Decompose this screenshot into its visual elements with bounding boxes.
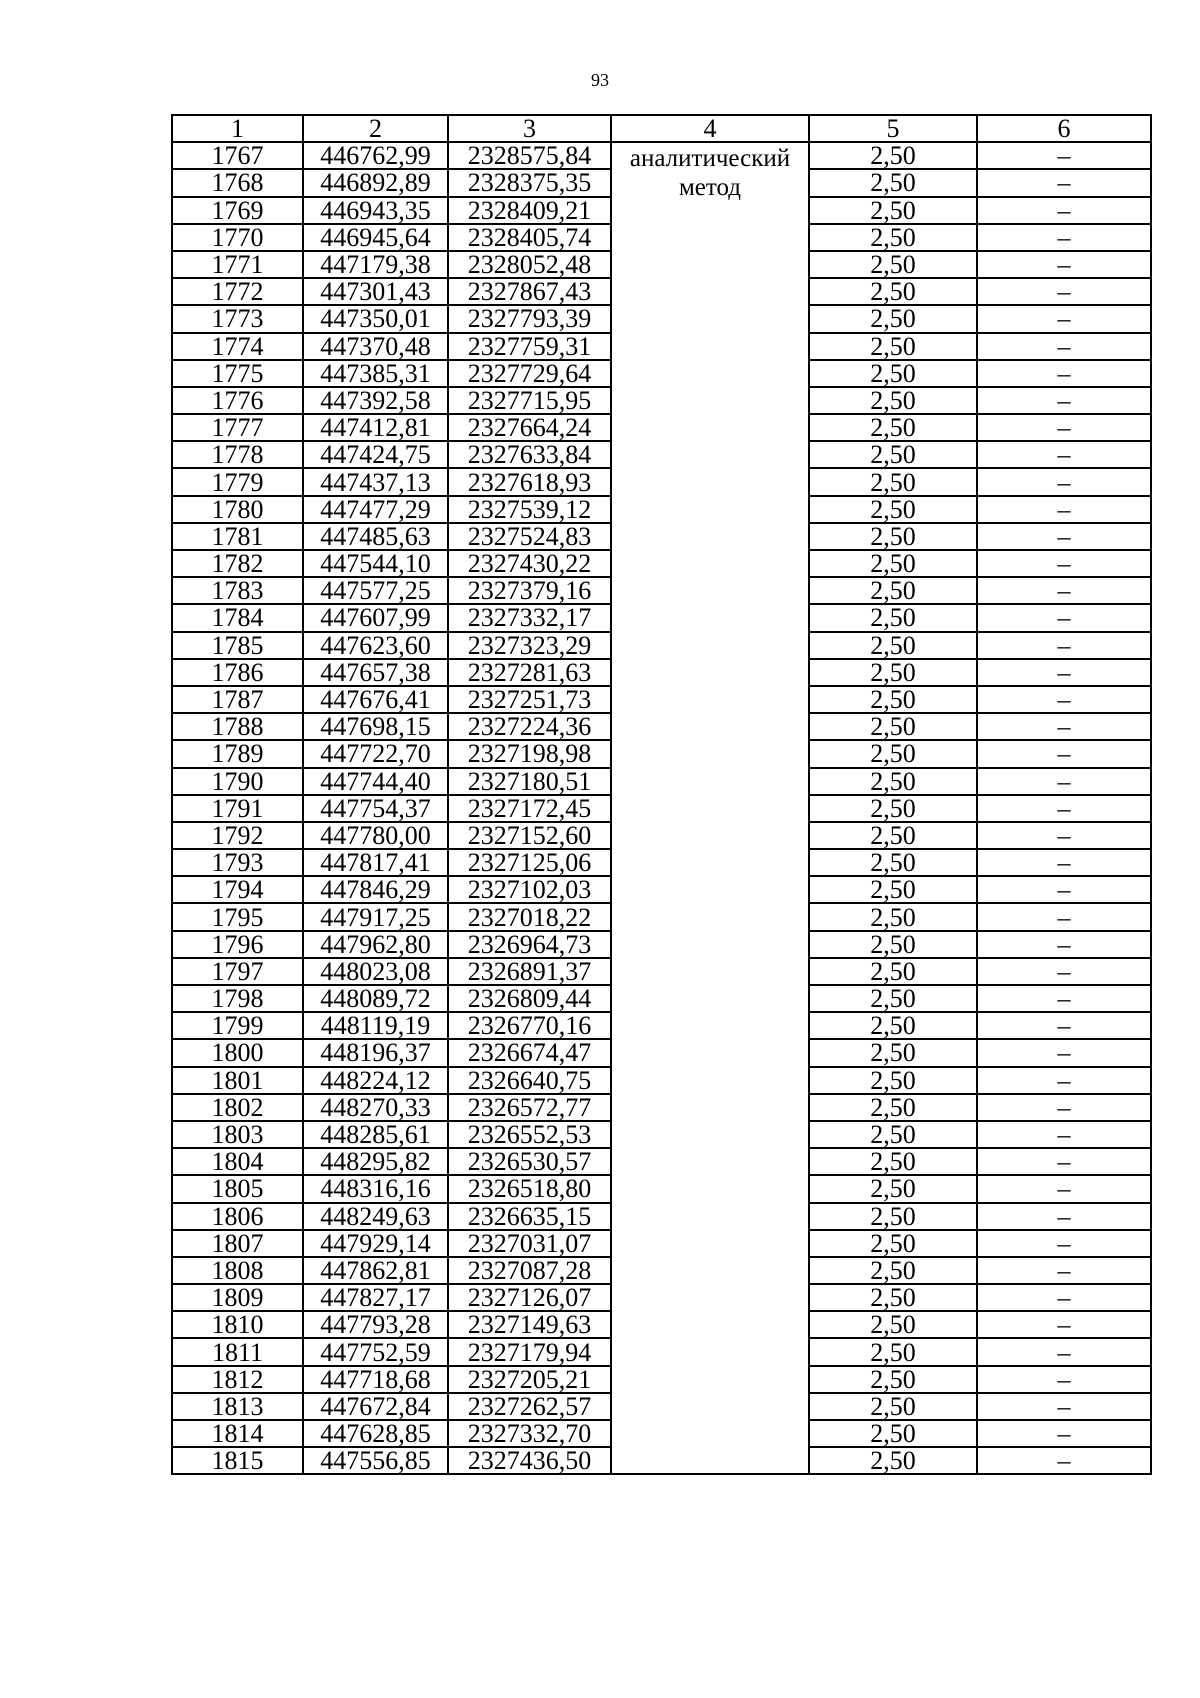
point-number-cell: 1769 [172, 197, 303, 224]
precision-cell: 2,50 [809, 1338, 977, 1365]
x-coordinate-cell: 447577,25 [303, 577, 448, 604]
precision-cell: 2,50 [809, 387, 977, 414]
precision-cell: 2,50 [809, 468, 977, 495]
precision-cell: 2,50 [809, 1067, 977, 1094]
x-coordinate-cell: 447752,59 [303, 1338, 448, 1365]
description-cell: – [977, 1067, 1151, 1094]
precision-cell: 2,50 [809, 849, 977, 876]
precision-cell: 2,50 [809, 333, 977, 360]
x-coordinate-cell: 447392,58 [303, 387, 448, 414]
point-number-cell: 1782 [172, 550, 303, 577]
point-number-cell: 1777 [172, 414, 303, 441]
x-coordinate-cell: 447657,38 [303, 659, 448, 686]
x-coordinate-cell: 447424,75 [303, 441, 448, 468]
y-coordinate-cell: 2327180,51 [448, 768, 611, 795]
x-coordinate-cell: 448023,08 [303, 958, 448, 985]
point-number-cell: 1783 [172, 577, 303, 604]
y-coordinate-cell: 2326530,57 [448, 1148, 611, 1175]
description-cell: – [977, 768, 1151, 795]
point-number-cell: 1778 [172, 441, 303, 468]
precision-cell: 2,50 [809, 768, 977, 795]
y-coordinate-cell: 2327867,43 [448, 278, 611, 305]
description-cell: – [977, 1257, 1151, 1284]
description-cell: – [977, 1366, 1151, 1393]
description-cell: – [977, 1420, 1151, 1447]
x-coordinate-cell: 447827,17 [303, 1284, 448, 1311]
precision-cell: 2,50 [809, 414, 977, 441]
point-number-cell: 1804 [172, 1148, 303, 1175]
x-coordinate-cell: 447962,80 [303, 931, 448, 958]
y-coordinate-cell: 2327251,73 [448, 686, 611, 713]
description-cell: – [977, 1148, 1151, 1175]
y-coordinate-cell: 2327729,64 [448, 360, 611, 387]
y-coordinate-cell: 2326964,73 [448, 931, 611, 958]
description-cell: – [977, 659, 1151, 686]
table-body [172, 142, 1151, 1474]
y-coordinate-cell: 2327149,63 [448, 1311, 611, 1338]
x-coordinate-cell: 448270,33 [303, 1094, 448, 1121]
y-coordinate-cell: 2327332,17 [448, 604, 611, 631]
precision-cell: 2,50 [809, 523, 977, 550]
point-number-cell: 1774 [172, 333, 303, 360]
point-number-cell: 1799 [172, 1012, 303, 1039]
x-coordinate-cell: 447817,41 [303, 849, 448, 876]
description-cell: – [977, 414, 1151, 441]
precision-cell: 2,50 [809, 713, 977, 740]
point-number-cell: 1787 [172, 686, 303, 713]
y-coordinate-cell: 2326674,47 [448, 1039, 611, 1066]
point-number-cell: 1794 [172, 876, 303, 903]
description-cell: – [977, 903, 1151, 930]
method-text-line: аналитический [629, 145, 791, 173]
x-coordinate-cell: 448224,12 [303, 1067, 448, 1094]
description-cell: – [977, 251, 1151, 278]
point-number-cell: 1808 [172, 1257, 303, 1284]
x-coordinate-cell: 447607,99 [303, 604, 448, 631]
table-header [172, 115, 1151, 142]
description-cell: – [977, 985, 1151, 1012]
y-coordinate-cell: 2327262,57 [448, 1393, 611, 1420]
x-coordinate-cell: 446892,89 [303, 169, 448, 196]
description-cell: – [977, 1094, 1151, 1121]
point-number-cell: 1790 [172, 768, 303, 795]
x-coordinate-cell: 447412,81 [303, 414, 448, 441]
description-cell: – [977, 496, 1151, 523]
description-cell: – [977, 1338, 1151, 1365]
precision-cell: 2,50 [809, 360, 977, 387]
point-number-cell: 1788 [172, 713, 303, 740]
point-number-cell: 1805 [172, 1175, 303, 1202]
y-coordinate-cell: 2328409,21 [448, 197, 611, 224]
point-number-cell: 1780 [172, 496, 303, 523]
precision-cell: 2,50 [809, 1420, 977, 1447]
point-number-cell: 1770 [172, 224, 303, 251]
precision-cell: 2,50 [809, 632, 977, 659]
x-coordinate-cell: 447718,68 [303, 1366, 448, 1393]
page-number: 93 [591, 70, 609, 90]
x-coordinate-cell: 447623,60 [303, 632, 448, 659]
point-number-cell: 1767 [172, 142, 303, 169]
precision-cell: 2,50 [809, 1257, 977, 1284]
description-cell: – [977, 1311, 1151, 1338]
description-cell: – [977, 686, 1151, 713]
precision-cell: 2,50 [809, 1284, 977, 1311]
description-cell: – [977, 1284, 1151, 1311]
description-cell: – [977, 197, 1151, 224]
x-coordinate-cell: 448119,19 [303, 1012, 448, 1039]
precision-cell: 2,50 [809, 903, 977, 930]
x-coordinate-cell: 447556,85 [303, 1447, 448, 1474]
point-number-cell: 1813 [172, 1393, 303, 1420]
point-number-cell: 1776 [172, 387, 303, 414]
x-coordinate-cell: 447179,38 [303, 251, 448, 278]
x-coordinate-cell: 448295,82 [303, 1148, 448, 1175]
precision-cell: 2,50 [809, 251, 977, 278]
coordinates-table [171, 114, 1152, 1475]
description-cell: – [977, 958, 1151, 985]
point-number-cell: 1775 [172, 360, 303, 387]
header-cell-3: 3 [448, 115, 611, 142]
point-number-cell: 1792 [172, 822, 303, 849]
x-coordinate-cell: 447477,29 [303, 496, 448, 523]
y-coordinate-cell: 2326572,77 [448, 1094, 611, 1121]
x-coordinate-cell: 447676,41 [303, 686, 448, 713]
y-coordinate-cell: 2327715,95 [448, 387, 611, 414]
description-cell: – [977, 795, 1151, 822]
y-coordinate-cell: 2327323,29 [448, 632, 611, 659]
precision-cell: 2,50 [809, 1393, 977, 1420]
precision-cell: 2,50 [809, 931, 977, 958]
precision-cell: 2,50 [809, 822, 977, 849]
precision-cell: 2,50 [809, 142, 977, 169]
y-coordinate-cell: 2327179,94 [448, 1338, 611, 1365]
y-coordinate-cell: 2326635,15 [448, 1203, 611, 1230]
point-number-cell: 1789 [172, 740, 303, 767]
y-coordinate-cell: 2327539,12 [448, 496, 611, 523]
point-number-cell: 1773 [172, 305, 303, 332]
precision-cell: 2,50 [809, 1203, 977, 1230]
description-cell: – [977, 931, 1151, 958]
point-number-cell: 1800 [172, 1039, 303, 1066]
description-cell: – [977, 577, 1151, 604]
point-number-cell: 1772 [172, 278, 303, 305]
header-cell-5: 5 [809, 115, 977, 142]
point-number-cell: 1806 [172, 1203, 303, 1230]
description-cell: – [977, 1447, 1151, 1474]
y-coordinate-cell: 2328375,35 [448, 169, 611, 196]
table-row [172, 142, 1151, 169]
point-number-cell: 1786 [172, 659, 303, 686]
precision-cell: 2,50 [809, 659, 977, 686]
precision-cell: 2,50 [809, 1039, 977, 1066]
y-coordinate-cell: 2327224,36 [448, 713, 611, 740]
y-coordinate-cell: 2327664,24 [448, 414, 611, 441]
x-coordinate-cell: 448316,16 [303, 1175, 448, 1202]
x-coordinate-cell: 447793,28 [303, 1311, 448, 1338]
description-cell: – [977, 333, 1151, 360]
precision-cell: 2,50 [809, 550, 977, 577]
description-cell: – [977, 604, 1151, 631]
description-cell: – [977, 632, 1151, 659]
y-coordinate-cell: 2326891,37 [448, 958, 611, 985]
precision-cell: 2,50 [809, 197, 977, 224]
description-cell: – [977, 876, 1151, 903]
x-coordinate-cell: 447437,13 [303, 468, 448, 495]
point-number-cell: 1779 [172, 468, 303, 495]
description-cell: – [977, 713, 1151, 740]
x-coordinate-cell: 447698,15 [303, 713, 448, 740]
x-coordinate-cell: 447385,31 [303, 360, 448, 387]
point-number-cell: 1795 [172, 903, 303, 930]
precision-cell: 2,50 [809, 1148, 977, 1175]
y-coordinate-cell: 2327172,45 [448, 795, 611, 822]
x-coordinate-cell: 448089,72 [303, 985, 448, 1012]
precision-cell: 2,50 [809, 686, 977, 713]
description-cell: – [977, 468, 1151, 495]
x-coordinate-cell: 447862,81 [303, 1257, 448, 1284]
precision-cell: 2,50 [809, 795, 977, 822]
point-number-cell: 1781 [172, 523, 303, 550]
x-coordinate-cell: 447846,29 [303, 876, 448, 903]
x-coordinate-cell: 447628,85 [303, 1420, 448, 1447]
precision-cell: 2,50 [809, 441, 977, 468]
x-coordinate-cell: 447370,48 [303, 333, 448, 360]
precision-cell: 2,50 [809, 1230, 977, 1257]
precision-cell: 2,50 [809, 224, 977, 251]
y-coordinate-cell: 2327281,63 [448, 659, 611, 686]
description-cell: – [977, 523, 1151, 550]
x-coordinate-cell: 448249,63 [303, 1203, 448, 1230]
precision-cell: 2,50 [809, 1012, 977, 1039]
precision-cell: 2,50 [809, 740, 977, 767]
description-cell: – [977, 142, 1151, 169]
method-cell [611, 142, 809, 1474]
x-coordinate-cell: 446945,64 [303, 224, 448, 251]
precision-cell: 2,50 [809, 1366, 977, 1393]
description-cell: – [977, 224, 1151, 251]
precision-cell: 2,50 [809, 1121, 977, 1148]
point-number-cell: 1815 [172, 1447, 303, 1474]
description-cell: – [977, 278, 1151, 305]
y-coordinate-cell: 2328405,74 [448, 224, 611, 251]
point-number-cell: 1784 [172, 604, 303, 631]
description-cell: – [977, 1012, 1151, 1039]
precision-cell: 2,50 [809, 1094, 977, 1121]
precision-cell: 2,50 [809, 1447, 977, 1474]
description-cell: – [977, 169, 1151, 196]
precision-cell: 2,50 [809, 1311, 977, 1338]
point-number-cell: 1797 [172, 958, 303, 985]
x-coordinate-cell: 447744,40 [303, 768, 448, 795]
point-number-cell: 1807 [172, 1230, 303, 1257]
y-coordinate-cell: 2327205,21 [448, 1366, 611, 1393]
description-cell: – [977, 1230, 1151, 1257]
point-number-cell: 1812 [172, 1366, 303, 1393]
description-cell: – [977, 1039, 1151, 1066]
precision-cell: 2,50 [809, 305, 977, 332]
x-coordinate-cell: 447929,14 [303, 1230, 448, 1257]
y-coordinate-cell: 2327031,07 [448, 1230, 611, 1257]
precision-cell: 2,50 [809, 604, 977, 631]
point-number-cell: 1810 [172, 1311, 303, 1338]
description-cell: – [977, 740, 1151, 767]
y-coordinate-cell: 2328052,48 [448, 251, 611, 278]
x-coordinate-cell: 448285,61 [303, 1121, 448, 1148]
x-coordinate-cell: 448196,37 [303, 1039, 448, 1066]
y-coordinate-cell: 2327379,16 [448, 577, 611, 604]
point-number-cell: 1791 [172, 795, 303, 822]
x-coordinate-cell: 447780,00 [303, 822, 448, 849]
y-coordinate-cell: 2326809,44 [448, 985, 611, 1012]
y-coordinate-cell: 2327618,93 [448, 468, 611, 495]
point-number-cell: 1798 [172, 985, 303, 1012]
method-text-line: метод [678, 174, 741, 202]
description-cell: – [977, 1175, 1151, 1202]
y-coordinate-cell: 2327152,60 [448, 822, 611, 849]
precision-cell: 2,50 [809, 876, 977, 903]
point-number-cell: 1814 [172, 1420, 303, 1447]
header-row [172, 115, 1151, 142]
precision-cell: 2,50 [809, 958, 977, 985]
y-coordinate-cell: 2327793,39 [448, 305, 611, 332]
header-cell-1: 1 [172, 115, 303, 142]
description-cell: – [977, 387, 1151, 414]
precision-cell: 2,50 [809, 985, 977, 1012]
point-number-cell: 1811 [172, 1338, 303, 1365]
description-cell: – [977, 849, 1151, 876]
precision-cell: 2,50 [809, 496, 977, 523]
precision-cell: 2,50 [809, 278, 977, 305]
y-coordinate-cell: 2326552,53 [448, 1121, 611, 1148]
y-coordinate-cell: 2327436,50 [448, 1447, 611, 1474]
y-coordinate-cell: 2326518,80 [448, 1175, 611, 1202]
x-coordinate-cell: 446943,35 [303, 197, 448, 224]
y-coordinate-cell: 2327332,70 [448, 1420, 611, 1447]
x-coordinate-cell: 447485,63 [303, 523, 448, 550]
point-number-cell: 1803 [172, 1121, 303, 1148]
y-coordinate-cell: 2327198,98 [448, 740, 611, 767]
description-cell: – [977, 1393, 1151, 1420]
precision-cell: 2,50 [809, 577, 977, 604]
description-cell: – [977, 360, 1151, 387]
point-number-cell: 1793 [172, 849, 303, 876]
point-number-cell: 1801 [172, 1067, 303, 1094]
y-coordinate-cell: 2327633,84 [448, 441, 611, 468]
precision-cell: 2,50 [809, 169, 977, 196]
y-coordinate-cell: 2327126,07 [448, 1284, 611, 1311]
x-coordinate-cell: 447672,84 [303, 1393, 448, 1420]
description-cell: – [977, 550, 1151, 577]
y-coordinate-cell: 2327759,31 [448, 333, 611, 360]
header-cell-6: 6 [977, 115, 1151, 142]
y-coordinate-cell: 2327430,22 [448, 550, 611, 577]
x-coordinate-cell: 447544,10 [303, 550, 448, 577]
point-number-cell: 1809 [172, 1284, 303, 1311]
description-cell: – [977, 441, 1151, 468]
point-number-cell: 1785 [172, 632, 303, 659]
point-number-cell: 1802 [172, 1094, 303, 1121]
x-coordinate-cell: 447754,37 [303, 795, 448, 822]
y-coordinate-cell: 2327087,28 [448, 1257, 611, 1284]
y-coordinate-cell: 2327125,06 [448, 849, 611, 876]
y-coordinate-cell: 2327524,83 [448, 523, 611, 550]
description-cell: – [977, 1203, 1151, 1230]
y-coordinate-cell: 2326640,75 [448, 1067, 611, 1094]
x-coordinate-cell: 446762,99 [303, 142, 448, 169]
y-coordinate-cell: 2326770,16 [448, 1012, 611, 1039]
x-coordinate-cell: 447722,70 [303, 740, 448, 767]
description-cell: – [977, 822, 1151, 849]
description-cell: – [977, 1121, 1151, 1148]
y-coordinate-cell: 2327018,22 [448, 903, 611, 930]
header-cell-4: 4 [611, 115, 809, 142]
y-coordinate-cell: 2327102,03 [448, 876, 611, 903]
description-cell: – [977, 305, 1151, 332]
point-number-cell: 1796 [172, 931, 303, 958]
x-coordinate-cell: 447917,25 [303, 903, 448, 930]
x-coordinate-cell: 447350,01 [303, 305, 448, 332]
point-number-cell: 1771 [172, 251, 303, 278]
y-coordinate-cell: 2328575,84 [448, 142, 611, 169]
point-number-cell: 1768 [172, 169, 303, 196]
x-coordinate-cell: 447301,43 [303, 278, 448, 305]
precision-cell: 2,50 [809, 1175, 977, 1202]
header-cell-2: 2 [303, 115, 448, 142]
